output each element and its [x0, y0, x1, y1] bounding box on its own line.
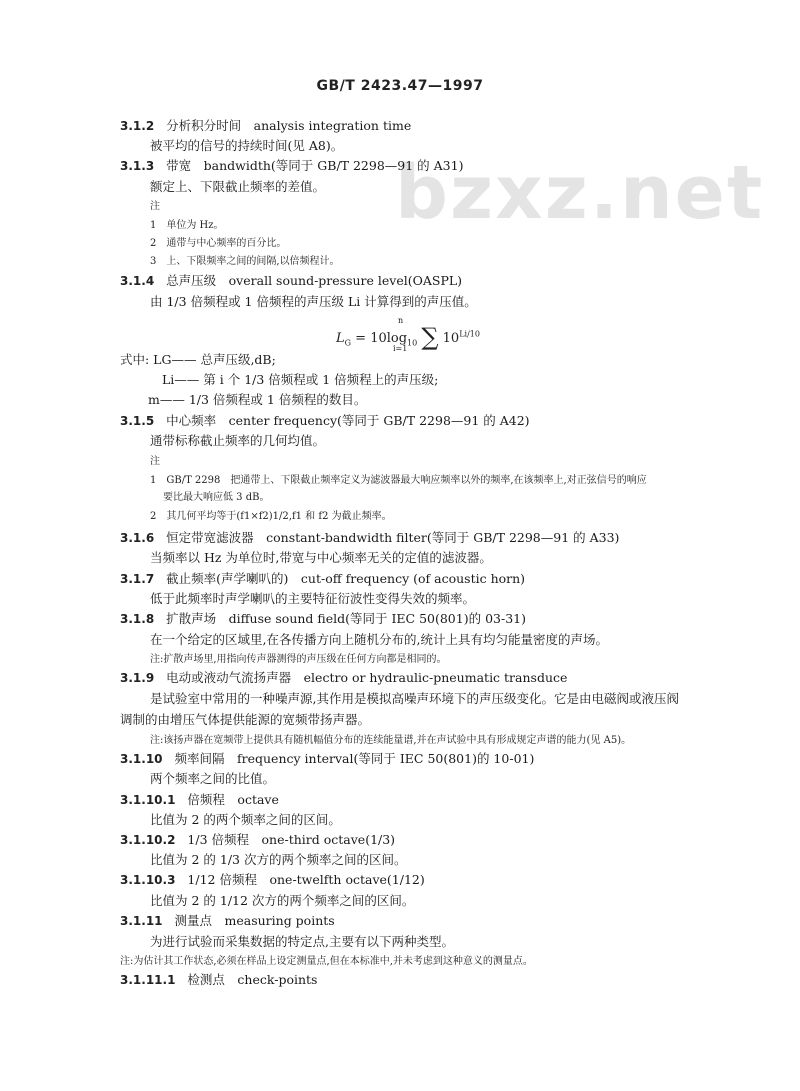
clause-number: 3.1.4	[120, 274, 155, 288]
clause-definition: 额定上、下限截止频率的差值。	[150, 179, 326, 194]
clause-definition: 是试验室中常用的一种噪声源,其作用是模拟高噪声环境下的声压级变化。它是由电磁阀或液压阀	[150, 691, 679, 706]
clause-3-1-2	[120, 118, 411, 134]
where-line: 式中: LG—— 总声压级,dB;	[120, 352, 276, 367]
clause-title: 倍频程 octave	[187, 792, 279, 807]
clause-title: 恒定带宽滤波器 constant-bandwidth filter(等同于 GB/T 2298—91 的 A33)	[166, 530, 620, 545]
clause-number: 3.1.11.1	[120, 973, 176, 987]
clause-number: 3.1.2	[120, 119, 155, 133]
clause-definition: 为进行试验而采集数据的特定点,主要有以下两种类型。	[150, 934, 454, 949]
note-item: 1 GB/T 2298 把通带上、下限截止频率定义为滤波器最大响应频率以外的频率,在该频率上,对正弦信号的响应	[150, 475, 647, 486]
clause-note: 注:为估计其工作状态,必须在样品上设定测量点,但在本标准中,并未考虑到这种意义的测量点。	[120, 956, 533, 967]
formula-lhs-sub: G	[344, 338, 352, 348]
clause-3-1-9	[120, 670, 567, 686]
clause-number: 3.1.10.1	[120, 793, 176, 807]
formula-lhs: L	[336, 331, 345, 346]
clause-title: 带宽 bandwidth(等同于 GB/T 2298—91 的 A31)	[166, 158, 464, 173]
clause-title: 中心频率 center frequency(等同于 GB/T 2298—91 的 A42)	[166, 413, 530, 428]
clause-definition: 被平均的信号的持续时间(见 A8)。	[150, 138, 344, 153]
clause-title: 1/3 倍频程 one-third octave(1/3)	[187, 832, 396, 847]
formula-log-base: 10	[407, 338, 418, 348]
note-item: 2 通带与中心频率的百分比。	[150, 238, 287, 249]
clause-number: 3.1.9	[120, 671, 155, 685]
formula-exponent: Li/10	[459, 329, 480, 339]
clause-number: 3.1.10.3	[120, 873, 176, 887]
clause-3-1-8	[120, 611, 526, 627]
clause-number: 3.1.10.2	[120, 833, 176, 847]
clause-number: 3.1.3	[120, 159, 155, 173]
clause-note: 注:扩散声场里,用指向传声器测得的声压级在任何方向都是相同的。	[150, 654, 447, 665]
clause-number: 3.1.6	[120, 531, 155, 545]
standard-header: GB/T 2423.47—1997	[316, 78, 484, 94]
clause-definition: 比值为 2 的两个频率之间的区间。	[150, 812, 341, 827]
summation-symbol: ∑	[421, 323, 439, 351]
clause-definition: 通带标称截止频率的几何均值。	[150, 433, 326, 448]
clause-3-1-10-2	[120, 832, 395, 848]
clause-title: 1/12 倍频程 one-twelfth octave(1/12)	[187, 872, 425, 887]
note-item: 2 其几何平均等于(f1×f2)1/2,f1 和 f2 为截止频率。	[150, 511, 392, 522]
clause-title: 扩散声场 diffuse sound field(等同于 IEC 50(801)的 03-31)	[166, 611, 526, 626]
clause-definition: 比值为 2 的 1/3 次方的两个频率之间的区间。	[150, 852, 407, 867]
clause-definition: 由 1/3 倍频程或 1 倍频程的声压级 Li 计算得到的声压值。	[150, 294, 477, 309]
clause-definition: 当频率以 Hz 为单位时,带宽与中心频率无关的定值的滤波器。	[150, 550, 492, 565]
clause-note: 注:该扬声器在宽频带上提供具有随机幅值分布的连续能量谱,并在声试验中具有形成规定声谱的能力(见 A5)。	[150, 735, 632, 746]
clause-3-1-7	[120, 571, 525, 587]
clause-title: 测量点 measuring points	[174, 913, 335, 928]
clause-number: 3.1.5	[120, 414, 155, 428]
note-item: 3 上、下限频率之间的间隔,以倍频程计。	[150, 256, 340, 267]
note-item: 1 单位为 Hz。	[150, 220, 224, 231]
formula-rhs: = 10log	[355, 331, 408, 346]
clause-3-1-10-3	[120, 872, 425, 888]
clause-title: 频率间隔 frequency interval(等同于 IEC 50(801)的 10-01)	[174, 751, 535, 766]
clause-3-1-11-1	[120, 972, 317, 988]
clause-title: 总声压级 overall sound-pressure level(OASPL)	[166, 273, 463, 288]
where-line: m—— 1/3 倍频程或 1 倍频程的数目。	[148, 392, 367, 407]
clause-number: 3.1.10	[120, 752, 163, 766]
note-label: 注	[150, 201, 160, 212]
clause-3-1-5	[120, 413, 530, 429]
clause-3-1-6	[120, 530, 619, 546]
clause-definition: 在一个给定的区域里,在各传播方向上随机分布的,统计上具有均匀能量密度的声场。	[150, 632, 608, 647]
clause-title: 电动或液动气流扬声器 electro or hydraulic-pneumatic transduce	[166, 670, 568, 685]
sum-lower-limit: i=1	[393, 344, 408, 353]
clause-3-1-11	[120, 913, 335, 929]
clause-3-1-4	[120, 273, 462, 289]
clause-definition: 低于此频率时声学喇叭的主要特征衍波性变得失效的频率。	[150, 591, 476, 606]
clause-3-1-10	[120, 751, 534, 767]
clause-title: 截止频率(声学喇叭的) cut-off frequency (of acoustic horn)	[166, 571, 526, 586]
clause-3-1-3	[120, 158, 463, 174]
clause-definition-cont: 调制的由增压气体提供能源的宽频带扬声器。	[120, 712, 371, 727]
clause-title: 分析积分时间 analysis integration time	[166, 118, 412, 133]
watermark: bzxz.net	[395, 150, 765, 236]
note-item-cont: 要比最大响应低 3 dB。	[163, 492, 270, 503]
clause-definition: 比值为 2 的 1/12 次方的两个频率之间的区间。	[150, 893, 415, 908]
note-label: 注	[150, 456, 160, 467]
clause-3-1-10-1	[120, 792, 279, 808]
sum-upper-limit: n	[398, 316, 404, 325]
oaspl-formula	[336, 320, 480, 351]
clause-number: 3.1.7	[120, 572, 155, 586]
formula-term: 10	[442, 331, 460, 346]
clause-number: 3.1.8	[120, 612, 155, 626]
where-line: Li—— 第 i 个 1/3 倍频程或 1 倍频程上的声压级;	[162, 372, 439, 387]
clause-number: 3.1.11	[120, 914, 163, 928]
clause-title: 检测点 check-points	[187, 972, 318, 987]
clause-definition: 两个频率之间的比值。	[150, 771, 276, 786]
